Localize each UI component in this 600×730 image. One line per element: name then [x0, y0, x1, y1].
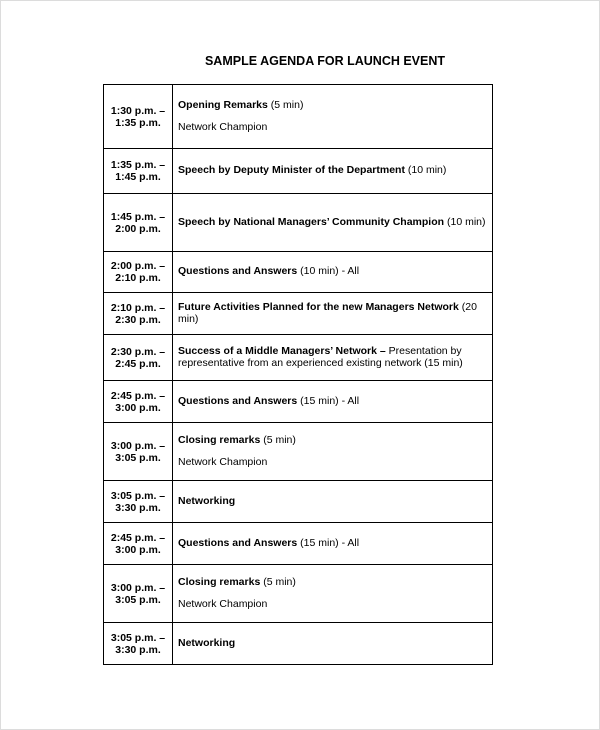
end-time: 2:00 p.m. [115, 222, 161, 235]
time-cell [104, 423, 173, 481]
item-cell [173, 381, 493, 423]
item-title: Networking [178, 636, 236, 649]
table-row [104, 623, 493, 665]
start-time: 2:45 p.m. – [110, 389, 166, 402]
page-title: SAMPLE AGENDA FOR LAUNCH EVENT [204, 54, 446, 68]
item-cell [173, 252, 493, 293]
item-detail: (5 min) [267, 98, 304, 111]
item-detail: (15 min) - All [297, 536, 360, 549]
time-cell [104, 252, 173, 293]
time-cell [104, 194, 173, 252]
start-time: 3:05 p.m. – [110, 631, 166, 644]
item-title: Closing remarks [178, 433, 261, 446]
item-cell [173, 523, 493, 565]
time-cell [104, 523, 173, 565]
item-cell [173, 623, 493, 665]
start-time: 3:00 p.m. – [110, 581, 166, 594]
item-title: Questions and Answers [178, 394, 298, 407]
table-row [104, 335, 493, 381]
time-cell [104, 481, 173, 523]
item-cell [173, 194, 493, 252]
table-row [104, 423, 493, 481]
item-cell [173, 293, 493, 335]
item-presenter: Network Champion [178, 598, 268, 610]
item-cell [173, 85, 493, 149]
table-row [104, 293, 493, 335]
table-row [104, 149, 493, 194]
time-cell [104, 293, 173, 335]
item-detail: (10 min) [404, 164, 447, 177]
start-time: 2:10 p.m. – [110, 301, 166, 314]
time-cell [104, 381, 173, 423]
item-cell [173, 481, 493, 523]
table-row [104, 85, 493, 149]
item-cell [173, 565, 493, 623]
end-time: 3:05 p.m. [115, 593, 161, 606]
start-time: 1:35 p.m. – [110, 159, 166, 171]
item-detail: Presentation by representative from an experienced existing network (15 min) [178, 345, 463, 369]
end-time: 3:05 p.m. [115, 451, 161, 464]
start-time: 2:00 p.m. – [110, 260, 166, 272]
table-row [104, 252, 493, 293]
start-time: 1:30 p.m. – [110, 104, 166, 117]
table-row [104, 381, 493, 423]
end-time: 1:45 p.m. [115, 171, 161, 183]
time-cell [104, 565, 173, 623]
item-cell [173, 423, 493, 481]
end-time: 2:30 p.m. [115, 313, 161, 326]
item-detail: (5 min) [260, 575, 296, 588]
table-row [104, 194, 493, 252]
start-time: 2:45 p.m. – [110, 531, 166, 544]
item-title: Speech by National Managers’ Community Champion [178, 215, 445, 228]
item-title: Networking [178, 494, 236, 507]
end-time: 1:35 p.m. [115, 116, 161, 129]
table-row [104, 481, 493, 523]
start-time: 3:05 p.m. – [110, 489, 166, 502]
start-time: 1:45 p.m. – [110, 210, 166, 223]
table-row [104, 523, 493, 565]
item-title: Speech by Deputy Minister of the Department [178, 164, 405, 177]
item-title: Questions and Answers [178, 265, 298, 278]
item-cell [173, 335, 493, 381]
item-detail: (5 min) [260, 433, 296, 446]
item-title: Closing remarks [178, 575, 261, 588]
item-title: Opening Remarks [178, 98, 268, 111]
item-detail: (10 min) [444, 215, 486, 228]
end-time: 3:30 p.m. [115, 501, 161, 514]
item-presenter: Network Champion [178, 456, 268, 468]
item-title: Questions and Answers [178, 536, 298, 549]
end-time: 3:00 p.m. [115, 401, 161, 414]
item-detail: (15 min) - All [297, 394, 360, 407]
time-cell [104, 335, 173, 381]
end-time: 2:10 p.m. [115, 272, 161, 284]
end-time: 2:45 p.m. [115, 357, 161, 370]
agenda-table [103, 84, 493, 665]
time-cell [104, 85, 173, 149]
time-cell [104, 149, 173, 194]
item-presenter: Network Champion [178, 121, 268, 133]
end-time: 3:30 p.m. [115, 643, 161, 656]
item-title: Future Activities Planned for the new Managers Network [178, 301, 459, 313]
item-cell [173, 149, 493, 194]
start-time: 3:00 p.m. – [110, 439, 166, 452]
table-row [104, 565, 493, 623]
end-time: 3:00 p.m. [115, 543, 161, 556]
time-cell [104, 623, 173, 665]
item-title: Success of a Middle Managers’ Network – [178, 345, 386, 357]
item-detail: (20 min) [178, 301, 477, 325]
item-detail: (10 min) - All [297, 265, 360, 278]
start-time: 2:30 p.m. – [110, 345, 166, 358]
